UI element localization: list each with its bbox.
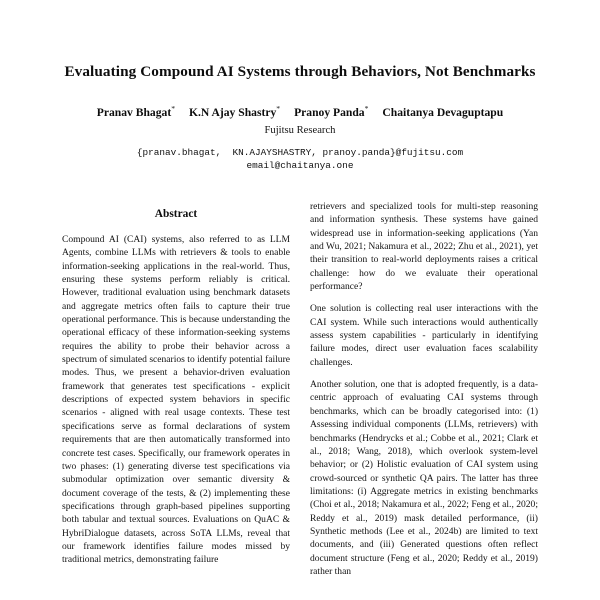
email-block — [60, 146, 540, 173]
author-marker: * — [171, 104, 175, 114]
intro-paragraph: Another solution, one that is adopted frequently, is a data-centric approach of evaluating CAI systems through benchmarks, which can be broadly categorised into: (1) Assessing individual components (LLMs, retrievers) with benchmarks (Hendrycks et al.; Cobbe et al., 2021; Clark et al., 2018; Wang, 2018), which overlook system-level behavior; or (2) Holistic evaluation of CAI system using crowd-sourced or synthetic QA pairs. The latter has three limitations: (i) Aggregate metrics in existing benchmarks (Choi et al., 2018; Nakamura et al., 2022; Feng et al., 2020; Reddy et al., 2019) mask detailed performance, (ii) Synthetic methods (Lee et al., 2024b) are limited to text documents, and (iii) Generated questions often reflect document structure (Feng et al., 2020; Reddy et al., 2019) rather than — [310, 379, 538, 577]
intro-paragraph: One solution is collecting real user interactions with the CAI system. While such interactions would authentically assess system capabilities - particularly in identifying failure modes, direct user evaluation faces scalability challenges. — [310, 303, 538, 368]
author-name: Chaitanya Devaguptapu — [382, 106, 504, 119]
paper-masthead — [0, 0, 600, 173]
abstract-paragraph: Compound AI (CAI) systems, also referred to as LLM Agents, combine LLMs with retrievers & tools to enable information-seeking applications in the real-world. Thus, ensuring these systems perform reliably is critical. However, traditional evaluation using benchmark datasets and aggregate metrics often fails to capture their true operational performance. This is because understanding the operational efficacy of these information-seeking systems requires the ability to probe their behavior across a spectrum of simulated scenarios to identify potential failure modes. Thus, we present a behavior-driven evaluation framework that generates test specifications - explicit descriptions of expected system behaviors in specific scenarios - aligned with real usage contexts. These test specifications serve as formal declarations of system requirements that are then automatically transformed into concrete test cases. Specifically, our framework operates in two phases: (1) generating diverse test specifications via submodular optimization over semantic diversity & document coverage of the tests, & (2) implementing these specifications through graph-based pipelines supporting both tabular and textual sources. Evaluations on QuAC & HybriDialogue datasets, across SoTA LLMs, reveal that our framework identifies failure modes missed by traditional metrics, demonstrating failure — [62, 234, 290, 566]
email-line: {pranav.bhagat, KN.AJAYSHASTRY, pranoy.panda}@fujitsu.com — [136, 146, 464, 158]
author-marker: * — [276, 104, 281, 114]
author-marker: * — [364, 104, 369, 114]
author-name: K.N Ajay Shastry — [188, 106, 277, 119]
page-title: Evaluating Compound AI Systems through Behaviors, Not Benchmarks — [64, 63, 536, 80]
two-column-body — [0, 200, 600, 600]
author-list — [60, 105, 540, 121]
email-line: email@chaitanya.one — [246, 160, 354, 172]
author-name: Pranoy Panda — [294, 106, 365, 119]
introduction-column — [310, 200, 538, 600]
abstract-column — [62, 200, 290, 600]
author-entry — [97, 106, 175, 119]
author-entry — [294, 106, 368, 119]
intro-paragraph: retrievers and specialized tools for multi-step reasoning and information synthesis. These systems have gained widespread use in information-seeking applications (Yan and Wu, 2021; Nakamura et al., 2022; Zhu et al., 2021), yet their transition to real-world deployments raises a critical challenge: how do we evaluate their operational performance? — [310, 201, 538, 293]
affiliation: Fujitsu Research — [264, 124, 336, 136]
author-entry — [382, 106, 503, 119]
author-entry — [189, 106, 280, 119]
author-name: Pranav Bhagat — [96, 106, 172, 119]
abstract-heading: Abstract — [154, 208, 198, 220]
